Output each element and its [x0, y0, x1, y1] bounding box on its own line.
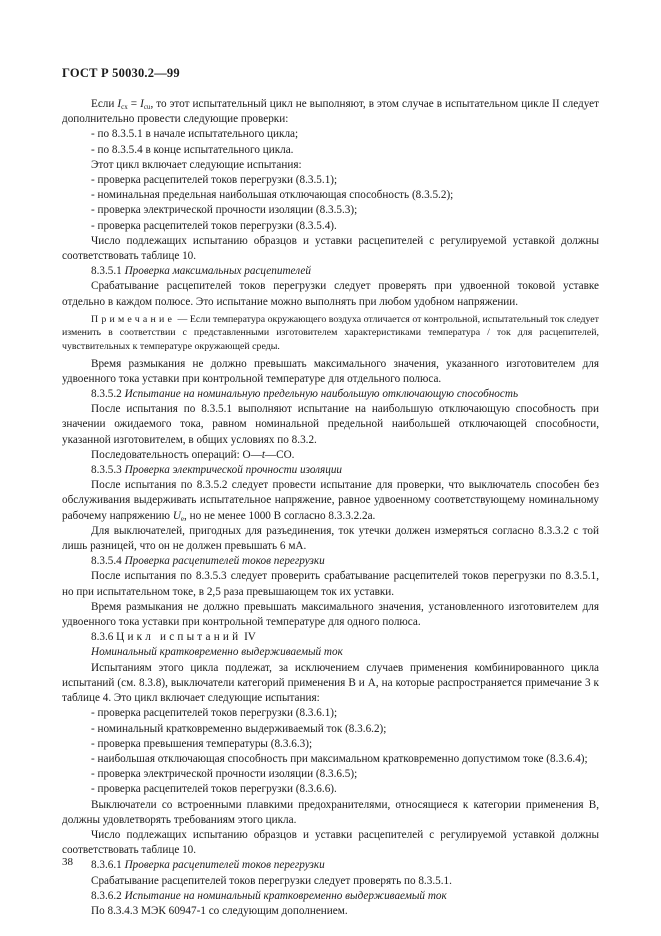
list-item: - проверка расцепителей токов перегрузки (8.3.6.1);: [91, 707, 338, 720]
section-heading: 8.3.5.4 Проверка расцепителей токов перегрузки: [91, 555, 325, 568]
paragraph: Срабатывание расцепителей токов перегрузки следует проверять при удвоенной токовой уставке отдельно в каждом полюсе. Это испытание можно выполнять при любом удобном напряжении.: [62, 280, 599, 308]
math-variable: I: [140, 98, 144, 110]
document-header: ГОСТ Р 50030.2—99: [62, 66, 180, 80]
math-variable: I: [117, 98, 122, 110]
list-item: - проверка электрической прочности изоляции (8.3.5.3);: [91, 204, 358, 217]
paragraph: Испытаниям этого цикла подлежат, за исключением случаев применения комбинированного цикла испытаний (см. 8.3.8), выключатели категорий применения В и А, на которые распространяется примечание 3 к таблице 4. Это цикл включает следующие испытания:: [62, 661, 599, 705]
section-heading: 8.3.6 Цикл испытаний IV: [91, 631, 256, 644]
list-item: - проверка расцепителей токов перегрузки (8.3.5.4).: [91, 219, 337, 232]
list-item: - проверка расцепителей токов перегрузки (8.3.6.6).: [91, 783, 337, 796]
list-item: - по 8.3.5.4 в конце испытательного цикла.: [91, 143, 294, 156]
list-item: - номинальная предельная наибольшая отключающая способность (8.3.5.2);: [91, 189, 454, 202]
note-label: Примечание: [91, 313, 176, 325]
list-item: - номинальный кратковременно выдерживаемый ток (8.3.6.2);: [91, 722, 387, 735]
note: Примечание — Если температура окружающего воздуха отличается от контрольной, испытательный ток следует изменить в соответствии с представленными изготовителем характеристиками температура / ток для расцепителей, чувствительных к температуре окружающей среды.: [62, 313, 599, 353]
paragraph: После испытания по 8.3.5.2 следует провести испытание для проверки, что выключатель способен без обслуживания выдерживать испытательное напряжение, равное удвоенному соответствующему номинальному рабочему напряжению $U_e$, но не менее 1000 В согласно 8.3.3.2.2а.: [62, 479, 599, 523]
list-item: - по 8.3.5.1 в начале испытательного цикла;: [91, 128, 299, 141]
list-item: - проверка расцепителей токов перегрузки (8.3.5.1);: [91, 174, 338, 187]
paragraph: Время размыкания не должно превышать максимального значения, установленного изготовителем для удвоенного тока уставки при контрольной температуре для одного полюса.: [62, 600, 599, 629]
paragraph: Время размыкания не должно превышать максимального значения, указанного изготовителем для удвоенного тока уставки при контрольной температуре для отдельного полюса.: [62, 357, 599, 385]
list-item: - проверка превышения температуры (8.3.6.3);: [91, 737, 313, 750]
section-heading: 8.3.5.2 Испытание на номинальную предельную наибольшую отключающую способность: [91, 388, 519, 401]
document-body: [62, 97, 599, 919]
paragraph: Число подлежащих испытанию образцов и уставки расцепителей с регулируемой уставкой должны соответствовать таблице 10.: [62, 828, 599, 857]
list-item: - наибольшая отключающая способность при максимальном кратковременно допустимом токе (8.3.6.4);: [91, 752, 588, 765]
paragraph: Для выключателей, пригодных для разъединения, ток утечки должен измеряться согласно 8.3.3.2 с той лишь разницей, что он не должен превышать 6 мА.: [62, 524, 599, 553]
paragraph: После испытания по 8.3.5.3 следует проверить срабатывание расцепителей токов перегрузки по 8.3.5.1, но при испытательном токе, в 2,5 раза превышающем ток их уставки.: [62, 570, 599, 598]
math-variable: U: [172, 509, 181, 522]
paragraph: Срабатывание расцепителей токов перегрузки следует проверять по 8.3.5.1.: [91, 874, 452, 887]
section-heading: 8.3.6.2 Испытание на номинальный кратковременно выдерживаемый ток: [91, 889, 447, 902]
paragraph: Выключатели со встроенными плавкими предохранителями, относящиеся к категории применения В, должны удовлетворять требованиям этого цикла.: [62, 798, 599, 826]
paragraph: По 8.3.4.3 МЭК 60947-1 со следующим дополнением.: [91, 904, 348, 917]
section-heading: 8.3.6.1 Проверка расцепителей токов перегрузки: [91, 859, 325, 872]
list-item: - проверка электрической прочности изоляции (8.3.6.5);: [91, 768, 358, 781]
paragraph: Этот цикл включает следующие испытания:: [91, 158, 302, 171]
page-number: 38: [62, 856, 73, 868]
subsection-title: Номинальный кратковременно выдерживаемый ток: [91, 646, 343, 659]
paragraph: Если $I_{cx} = I_{cu}$, то этот испытательный цикл не выполняют, в этом случае в испытательном цикле II следует дополнительно провести следующие проверки:: [62, 98, 600, 126]
paragraph: Число подлежащих испытанию образцов и уставки расцепителей с регулируемой уставкой должны соответствовать таблице 10.: [62, 234, 599, 263]
section-heading: 8.3.5.3 Проверка электрической прочности изоляции: [91, 464, 343, 477]
paragraph: Последовательность операций: О—t—СО.: [91, 448, 295, 461]
paragraph: После испытания по 8.3.5.1 выполняют испытание на наибольшую отключающую способность при значении ожидаемого тока, равном номинальной предельной наибольшей отключающей способности, указанной изготовителем, в общих условиях по 8.3.2.: [62, 403, 599, 446]
section-heading: 8.3.5.1 Проверка максимальных расцепителей: [91, 265, 311, 278]
